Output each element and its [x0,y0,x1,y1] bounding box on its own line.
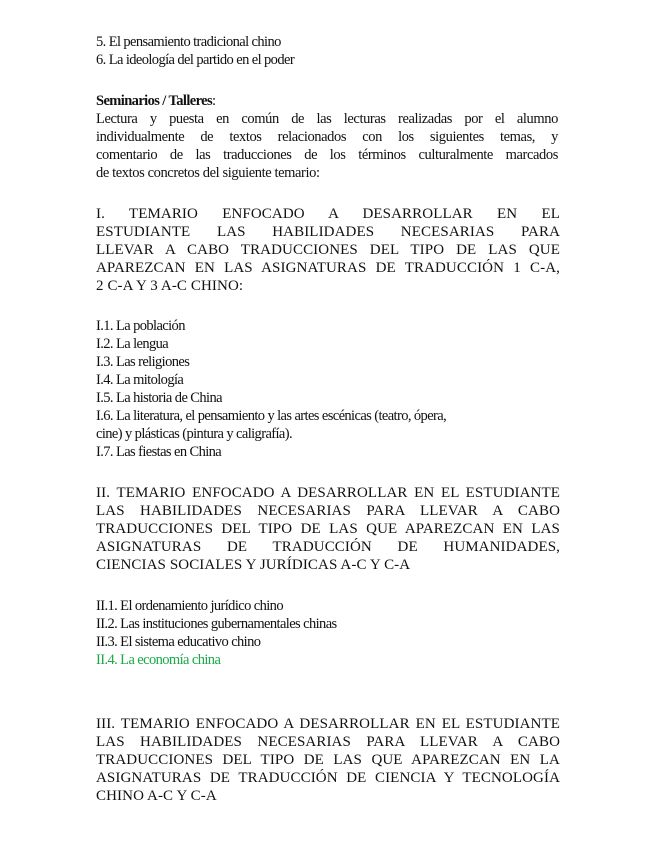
list-item: 5. El pensamiento tradicional chino [96,34,281,50]
list-item: I.6. La literatura, el pensamiento y las artes escénicas (teatro, ópera, [96,408,447,424]
section-heading-line: ASIGNATURAS DE TRADUCCIÓN DE CIENCIA Y TECNOLOGÍA [96,770,560,786]
list-item: 6. La ideología del partido en el poder [96,52,295,68]
paragraph-line: Lectura y puesta en común de las lecturas realizadas por el alumno [96,111,558,127]
paragraph-line: de textos concretos del siguiente temario: [96,165,320,181]
list-item-highlighted: II.4. La economía china [96,652,221,668]
seminars-heading [96,92,215,110]
section-heading-line: LLEVAR A CABO TRADUCCIONES DEL TIPO DE LAS QUE [96,242,560,258]
section-heading-line: LAS HABILIDADES NECESARIAS PARA LLEVAR A CABO [96,503,560,519]
list-item: I.2. La lengua [96,336,169,352]
list-item: cine) y plásticas (pintura y caligrafía). [96,426,293,442]
list-item: II.1. El ordenamiento jurídico chino [96,598,283,614]
section-heading-line: TRADUCCIONES DEL TIPO DE LAS QUE APAREZCAN EN LAS [96,521,560,537]
paragraph-line: individualmente de textos relacionados con los siguientes temas, y [96,129,558,145]
section-heading-line: 2 C-A Y 3 A-C CHINO: [96,278,244,294]
list-item: II.2. Las instituciones gubernamentales chinas [96,616,337,632]
section-heading-line: TRADUCCIONES DEL TIPO DE LAS QUE APAREZCAN EN LA [96,752,560,768]
section-heading-line: II. TEMARIO ENFOCADO A DESARROLLAR EN EL ESTUDIANTE [96,485,560,501]
seminars-label: Seminarios / Talleres [96,93,213,109]
list-item: I.4. La mitología [96,372,184,388]
list-item: I.7. Las fiestas en China [96,444,222,460]
section-heading-line: III. TEMARIO ENFOCADO A DESARROLLAR EN EL ESTUDIANTE [96,716,560,732]
section-heading-line: CHINO A-C Y C-A [96,788,217,804]
seminars-colon: : [212,93,216,109]
list-item: I.3. Las religiones [96,354,190,370]
section-heading-line: ASIGNATURAS DE TRADUCCIÓN DE HUMANIDADES, [96,539,560,555]
paragraph-line: comentario de las traducciones de los términos culturalmente marcados [96,147,558,163]
list-item: I.5. La historia de China [96,390,222,406]
section-heading-line: ESTUDIANTE LAS HABILIDADES NECESARIAS PARA [96,224,560,240]
list-item: I.1. La población [96,318,185,334]
list-item: II.3. El sistema educativo chino [96,634,261,650]
section-heading-line: CIENCIAS SOCIALES Y JURÍDICAS A-C Y C-A [96,557,411,573]
section-heading-line: LAS HABILIDADES NECESARIAS PARA LLEVAR A CABO [96,734,560,750]
section-heading-line: APAREZCAN EN LAS ASIGNATURAS DE TRADUCCIÓN 1 C-A, [96,260,560,276]
section-heading-line: I. TEMARIO ENFOCADO A DESARROLLAR EN EL [96,206,560,222]
